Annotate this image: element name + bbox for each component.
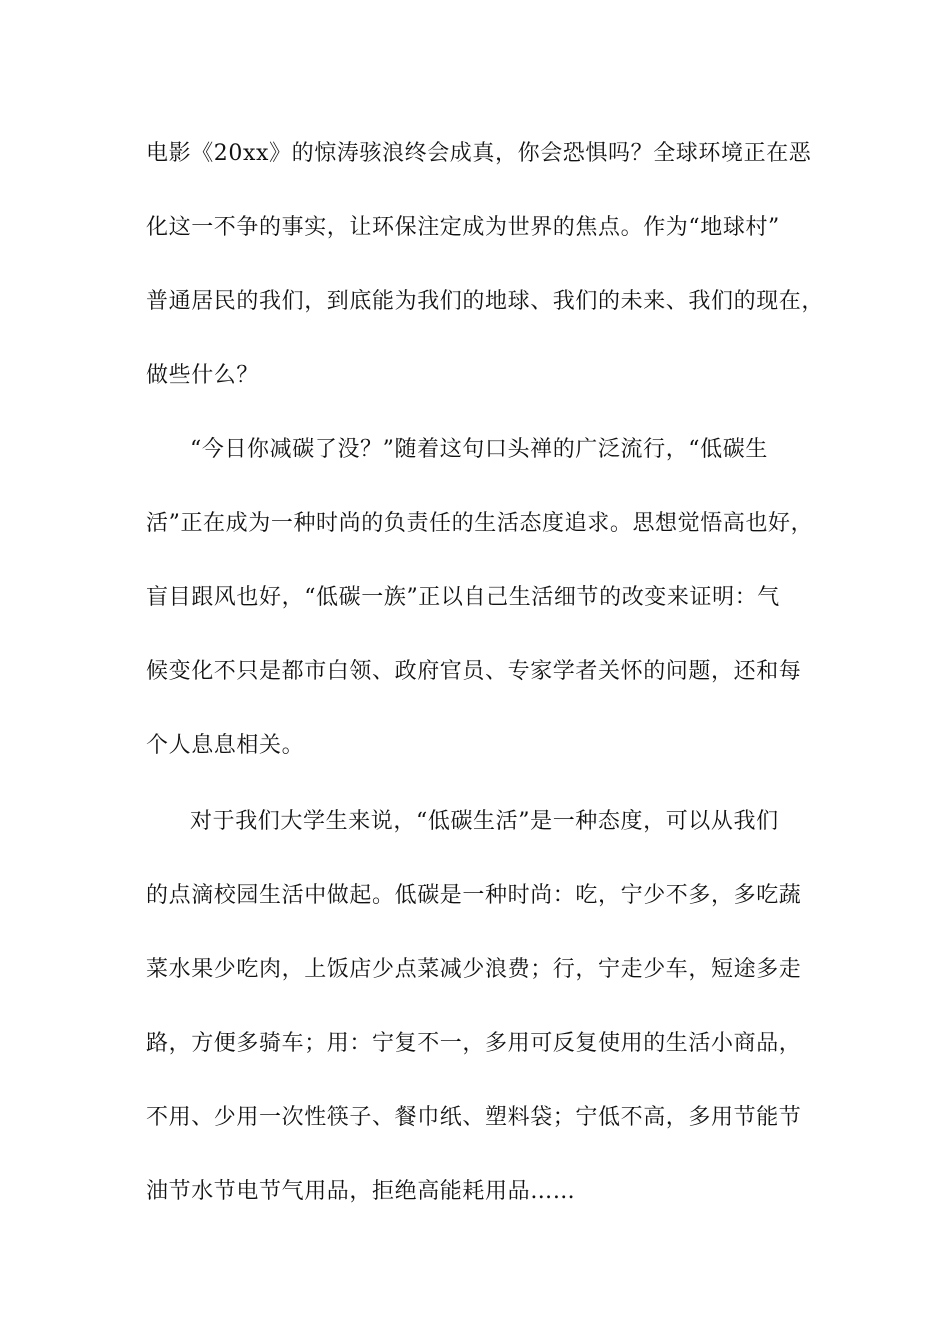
paragraph-1-line-4: 做些什么？ — [146, 363, 260, 388]
paragraph-1-line-2: 化这一不争的事实，让环保注定成为世界的焦点。作为“地球村” — [146, 215, 780, 240]
paragraph-1-line-3: 普通居民的我们，到底能为我们的地球、我们的未来、我们的现在， — [146, 289, 825, 314]
paragraph-3-line-3: 菜水果少吃肉，上饭店少点菜减少浪费；行，宁走少车，短途多走 — [146, 957, 802, 982]
paragraph-2-line-1: “今日你减碳了没？”随着这句口头禅的广泛流行，“低碳生 — [190, 437, 768, 462]
paragraph-3-line-1: 对于我们大学生来说，“低碳生活”是一种态度，可以从我们 — [190, 809, 779, 834]
paragraph-3-line-5: 不用、少用一次性筷子、餐巾纸、塑料袋；宁低不高，多用节能节 — [146, 1105, 802, 1130]
paragraph-3-line-2: 的点滴校园生活中做起。低碳是一种时尚：吃，宁少不多，多吃蔬 — [146, 883, 802, 908]
paragraph-3-line-4: 路，方便多骑车；用：宁复不一，多用可反复使用的生活小商品， — [146, 1031, 802, 1056]
paragraph-2-line-3: 盲目跟风也好，“低碳一族”正以自己生活细节的改变来证明：气 — [146, 585, 780, 610]
paragraph-2-line-4: 候变化不只是都市白领、政府官员、专家学者关怀的问题，还和每 — [146, 659, 802, 684]
paragraph-3-line-6: 油节水节电节气用品，拒绝高能耗用品…… — [146, 1179, 576, 1204]
paragraph-1-line-1: 电影《20xx》的惊涛骇浪终会成真，你会恐惧吗？全球环境正在恶 — [146, 141, 812, 166]
paragraph-2-line-5: 个人息息相关。 — [146, 733, 305, 758]
paragraph-2-line-2: 活”正在成为一种时尚的负责任的生活态度追求。思想觉悟高也好， — [146, 511, 814, 536]
